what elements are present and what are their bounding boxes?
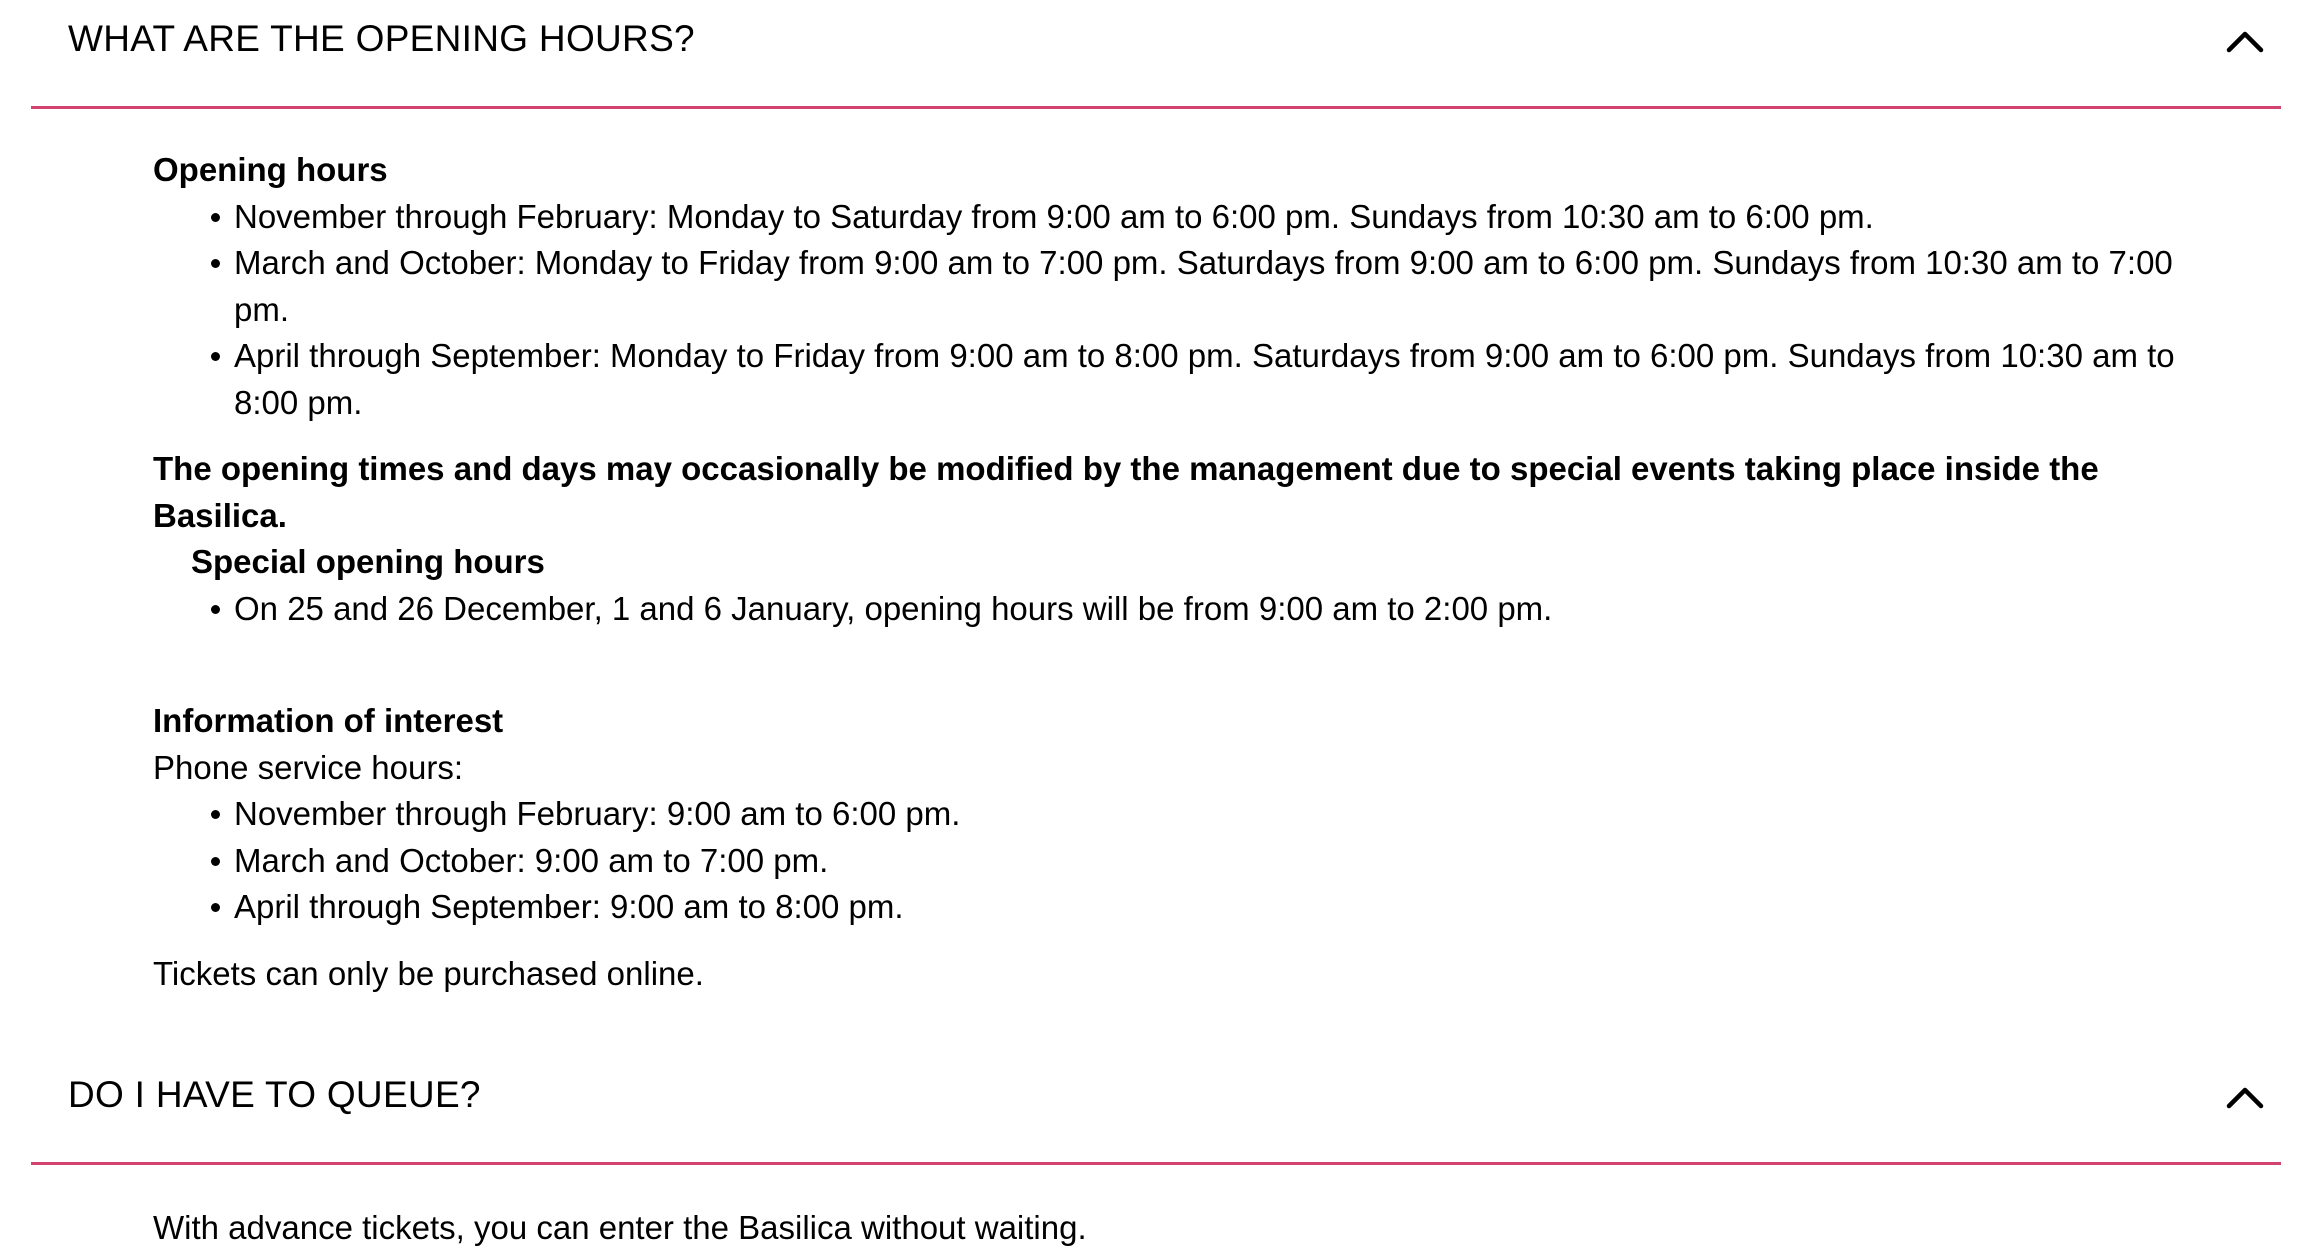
list-item: April through September: 9:00 am to 8:00 pm. (234, 884, 2233, 931)
list-item: On 25 and 26 December, 1 and 6 January, opening hours will be from 9:00 am to 2:00 pm. (234, 586, 2233, 633)
faq-question-text: DO I HAVE TO QUEUE? (68, 1074, 481, 1115)
faq-question-queue[interactable] (31, 1056, 2281, 1165)
faq-question-text: WHAT ARE THE OPENING HOURS? (68, 18, 695, 59)
phone-hours-list (153, 791, 2233, 931)
list-item: March and October: Monday to Friday from 9:00 am to 7:00 pm. Saturdays from 9:00 am to 6:00 pm. Sundays from 10:30 am to 7:00 pm. (234, 240, 2233, 333)
info-heading: Information of interest (153, 702, 504, 739)
queue-answer-text: With advance tickets, you can enter the Basilica without waiting. (153, 1209, 1087, 1246)
special-hours-list (153, 586, 2233, 633)
special-hours-heading: Special opening hours (191, 543, 545, 580)
chevron-up-icon[interactable] (2225, 26, 2265, 54)
faq-answer-queue (153, 1205, 2233, 1252)
schedule-change-notice: The opening times and days may occasionally be modified by the management due to special events taking place inside the Basilica. (153, 450, 2099, 534)
opening-hours-list (153, 194, 2233, 427)
list-item: March and October: 9:00 am to 7:00 pm. (234, 838, 2233, 885)
tickets-note: Tickets can only be purchased online. (153, 954, 704, 992)
faq-answer-opening-hours (153, 147, 2233, 997)
faq-question-opening-hours[interactable] (31, 0, 2281, 109)
list-item: April through September: Monday to Friday from 9:00 am to 8:00 pm. Saturdays from 9:00 am to 6:00 pm. Sundays from 10:30 am to 8:00 pm. (234, 333, 2233, 426)
chevron-up-icon[interactable] (2225, 1082, 2265, 1110)
list-item: November through February: Monday to Saturday from 9:00 am to 6:00 pm. Sundays from 10:30 am to 6:00 pm. (234, 194, 2233, 241)
list-item: November through February: 9:00 am to 6:00 pm. (234, 791, 2233, 838)
opening-hours-heading: Opening hours (153, 151, 388, 188)
phone-service-label: Phone service hours: (153, 748, 464, 786)
